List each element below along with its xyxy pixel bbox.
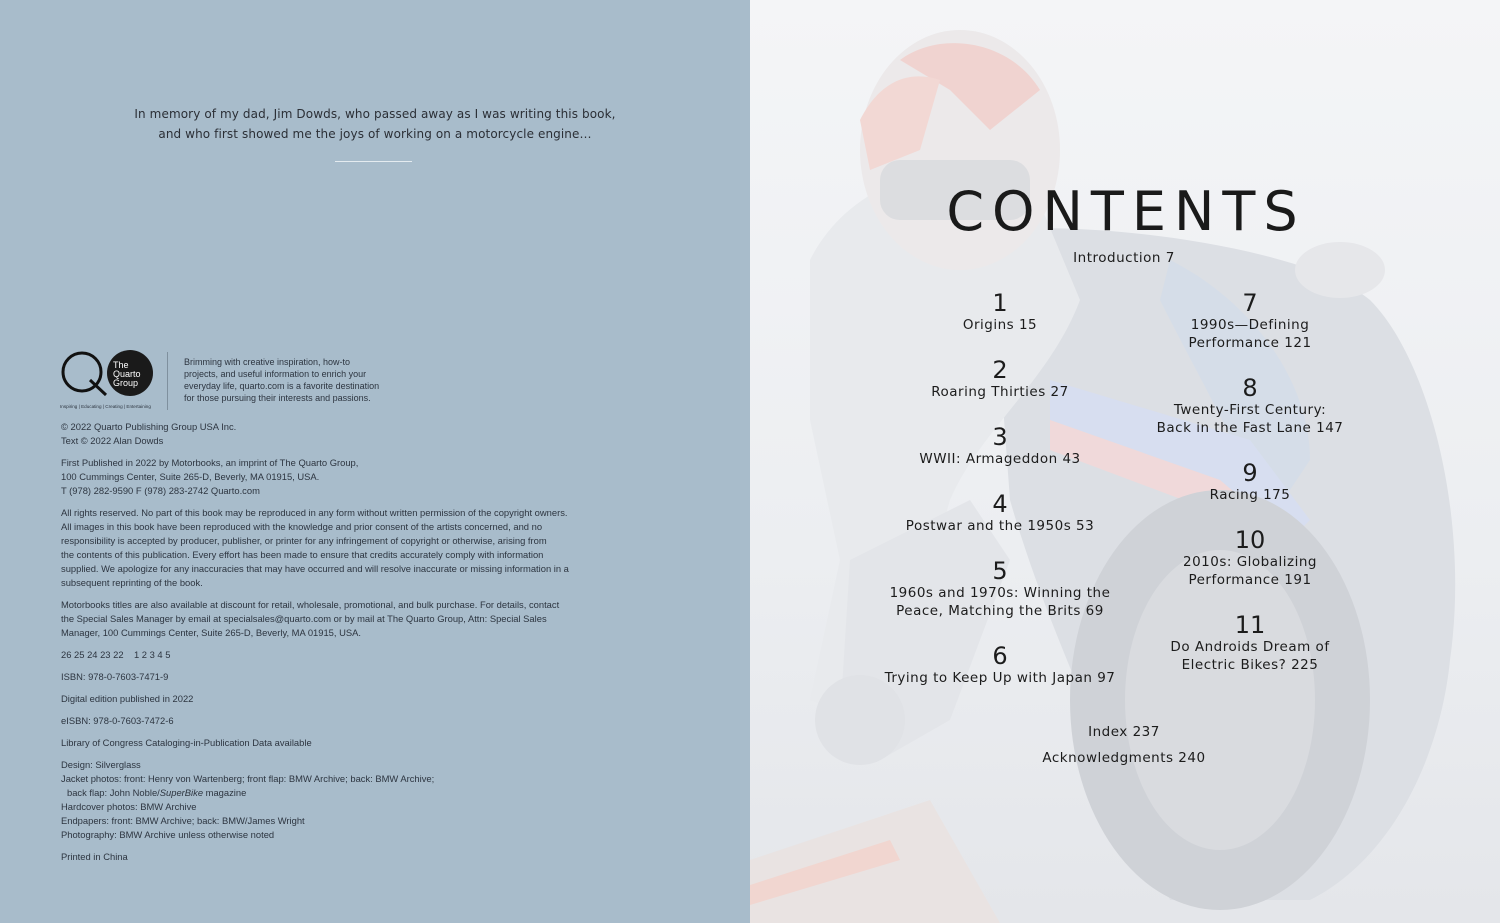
credit-jacket: Jacket photos: front: Henry von Wartenberg; front flap: BMW Archive; back: BMW Archive;	[61, 773, 435, 784]
dedication-divider	[335, 161, 412, 162]
chapter-title: Performance 191	[1188, 572, 1312, 588]
chapter-title: 1990s—Defining	[1190, 317, 1310, 333]
chapter-number: 4	[992, 490, 1008, 518]
chapter-title: Origins 15	[962, 317, 1038, 333]
chapter-title: Twenty-First Century:	[1173, 402, 1327, 418]
chapter-title: Peace, Matching the Brits 69	[896, 603, 1104, 619]
sales-line: Motorbooks titles are also available at discount for retail, wholesale, promotional, and bulk purchase. For details, contact	[61, 599, 560, 610]
chapter-number: 9	[1242, 459, 1258, 487]
chapter-number: 2	[992, 356, 1008, 384]
contents-title: CONTENTS	[946, 180, 1306, 243]
chapter-title: Electric Bikes? 225	[1181, 657, 1319, 673]
publisher-blurb	[184, 356, 414, 404]
right-page	[750, 0, 1500, 923]
chapter-title: Racing 175	[1209, 487, 1291, 503]
publisher-divider	[167, 352, 168, 410]
chapter-title: Trying to Keep Up with Japan 97	[884, 670, 1116, 686]
sales-line: Manager, 100 Cummings Center, Suite 265-D, Beverly, MA 01915, USA.	[61, 627, 361, 638]
back-flap-prefix: back flap: John Noble/	[67, 787, 160, 798]
rights-line: the contents of this publication. Every effort has been made to ensure that credits accurately comply with information	[61, 549, 544, 560]
credit-hardcover: Hardcover photos: BMW Archive	[61, 801, 197, 812]
toc-chapter-10	[1100, 527, 1400, 589]
rights-line: All images in this book have been reproduced with the knowledge and prior consent of the artists concerned, and no	[61, 521, 543, 532]
blurb-line: everyday life, quarto.com is a favorite destination	[184, 381, 380, 391]
copyright-line: © 2022 Quarto Publishing Group USA Inc.	[61, 421, 237, 432]
chapter-title: WWII: Armageddon 43	[919, 451, 1081, 467]
rights-line: All rights reserved. No part of this book may be reproduced in any form without written permission of the copyright owners.	[61, 507, 568, 518]
chapter-title: Postwar and the 1950s 53	[905, 518, 1095, 534]
credit-back-flap	[61, 786, 611, 800]
copyright-line: Text © 2022 Alan Dowds	[61, 435, 164, 446]
print-line: 26 25 24 23 22 1 2 3 4 5	[61, 649, 171, 660]
imprint-text	[61, 420, 611, 864]
chapter-number: 5	[992, 557, 1008, 585]
chapter-title: Do Androids Dream of	[1170, 639, 1330, 655]
chapter-title: Roaring Thirties 27	[931, 384, 1069, 400]
chapter-number: 3	[992, 423, 1008, 451]
eisbn: eISBN: 978-0-7603-7472-6	[61, 715, 174, 726]
blurb-line: Brimming with creative inspiration, how-to	[184, 357, 351, 367]
badge-line: Quarto	[113, 369, 141, 379]
toc-index: Index 237	[1088, 724, 1160, 740]
credit-endpapers: Endpapers: front: BMW Archive; back: BMW/James Wright	[61, 815, 305, 826]
chapter-number: 11	[1234, 611, 1266, 639]
toc-chapter-11	[1100, 612, 1400, 674]
rights-line: supplied. We apologize for any inaccuracies that may have occurred and will resolve inaccurate or missing information in a	[61, 563, 569, 574]
chapter-title: Performance 121	[1188, 335, 1312, 351]
quarto-group-badge	[107, 350, 153, 396]
chapter-number: 7	[1242, 289, 1258, 317]
chapter-title: 1960s and 1970s: Winning the	[889, 585, 1111, 601]
toc-acknowledgments: Acknowledgments 240	[1042, 750, 1206, 766]
digital-edition: Digital edition published in 2022	[61, 693, 194, 704]
credit-photography: Photography: BMW Archive unless otherwise noted	[61, 829, 275, 840]
printed-in: Printed in China	[61, 851, 128, 862]
badge-line: The	[113, 360, 129, 370]
blurb-line: projects, and useful information to enrich your	[184, 369, 367, 379]
back-flap-magazine: SuperBike	[159, 787, 204, 798]
rights-line: subsequent reprinting of the book.	[61, 577, 203, 588]
first-published-line: T (978) 282-9590 F (978) 283-2742 Quarto.com	[61, 485, 260, 496]
chapter-number: 6	[992, 642, 1008, 670]
chapter-number: 1	[992, 289, 1008, 317]
badge-line: Group	[113, 378, 139, 388]
toc-chapter-8	[1100, 375, 1400, 437]
logo-tagline: Inspiring | Educating | Creating | Entertaining	[60, 404, 151, 409]
dedication-line: and who first showed me the joys of working on a motorcycle engine…	[158, 127, 592, 141]
chapter-number: 8	[1242, 374, 1258, 402]
dedication	[0, 104, 750, 144]
chapter-title: Back in the Fast Lane 147	[1156, 420, 1344, 436]
rights-line: responsibility is accepted by producer, publisher, or printer for any infringement of copyright or otherwise, arising from	[61, 535, 547, 546]
isbn: ISBN: 978-0-7603-7471-9	[61, 671, 169, 682]
first-published-line: 100 Cummings Center, Suite 265-D, Beverly, MA 01915, USA.	[61, 471, 320, 482]
credit-design: Design: Silverglass	[61, 759, 141, 770]
quarto-logo-icon	[60, 350, 108, 396]
chapter-title: 2010s: Globalizing	[1182, 554, 1317, 570]
toc-chapter-9	[1100, 460, 1400, 504]
toc-introduction: Introduction 7	[1073, 250, 1175, 266]
chapter-number: 10	[1234, 526, 1266, 554]
sales-line: the Special Sales Manager by email at specialsales@quarto.com or by mail at The Quarto Group, Attn: Special Sales	[61, 613, 547, 624]
toc-chapter-7	[1100, 290, 1400, 352]
cip-line: Library of Congress Cataloging-in-Publication Data available	[61, 737, 312, 748]
first-published-line: First Published in 2022 by Motorbooks, an imprint of The Quarto Group,	[61, 457, 359, 468]
dedication-line: In memory of my dad, Jim Dowds, who passed away as I was writing this book,	[134, 107, 616, 121]
blurb-line: for those pursuing their interests and passions.	[184, 393, 371, 403]
back-flap-suffix: magazine	[203, 787, 247, 798]
publisher-block	[60, 350, 420, 414]
